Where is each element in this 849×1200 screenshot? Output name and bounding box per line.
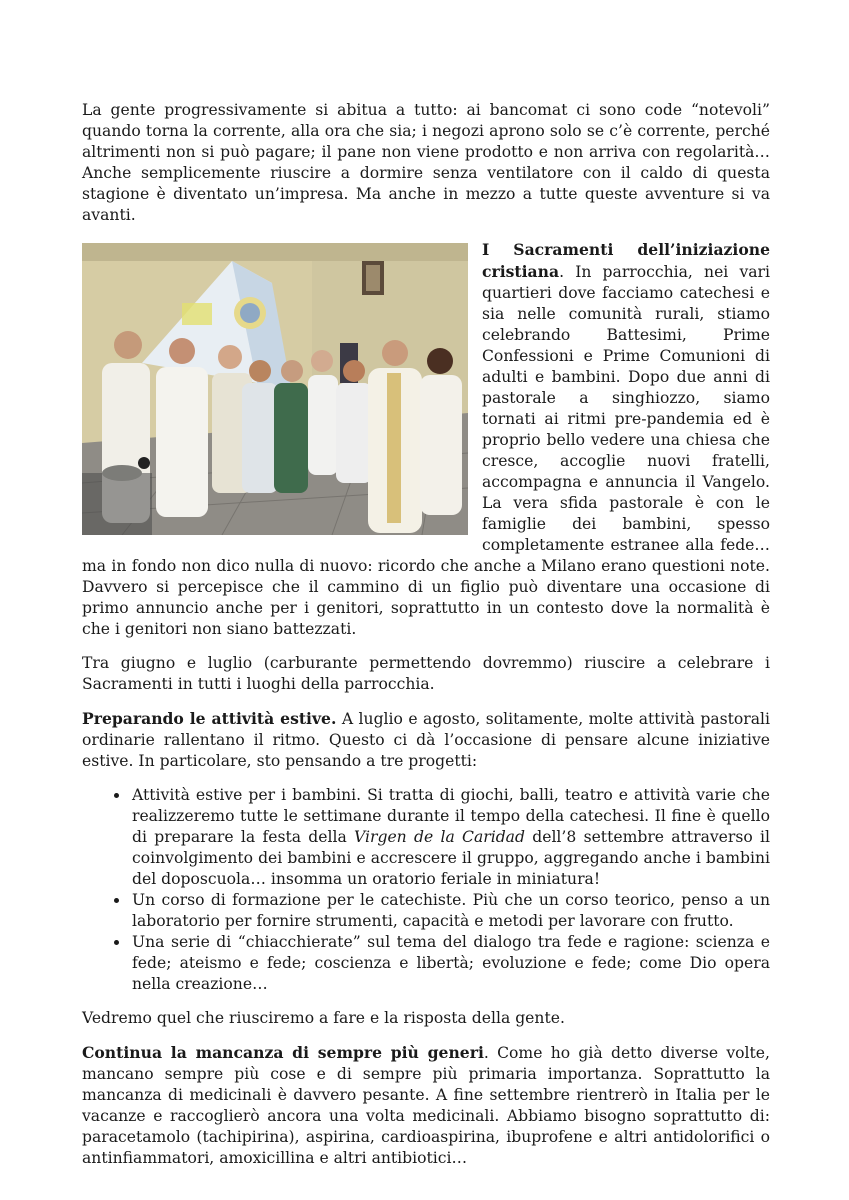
estive-heading: Preparando le attività estive. — [82, 709, 337, 728]
bullet-1-italic: Virgen de la Caridad — [354, 828, 525, 846]
projects-list — [82, 785, 770, 995]
bullet-1-text-end: dell’8 settembre attraverso il coinvolgimento dei bambini e accrescere il gruppo, aggregando anche i bambini del doposcuola… insomma un oratorio feriale in miniatura! — [132, 828, 770, 888]
giugno-paragraph: Tra giugno e luglio (carburante permettendo dovremmo) riuscire a celebrare i Sacramenti in tutti i luoghi della parrocchia. — [82, 654, 770, 693]
mancanza-paragraph — [82, 1042, 770, 1169]
intro-paragraph: La gente progressivamente si abitua a tutto: ai bancomat ci sono code “notevoli” quando torna la corrente, alla ora che sia; i negozi aprono solo se c’è corrente, perché altrimenti non si può pagare; il pane non viene prodotto e non arriva con regolarità… Anche semplicemente riuscire a dormire senza ventilatore con il caldo di questa stagione è diventato un’impresa. Ma anche in mezzo a tutte queste avventure si va avanti. — [82, 101, 770, 224]
vedremo-paragraph: Vedremo quel che riusciremo a fare e la risposta della gente. — [82, 1009, 565, 1027]
mancanza-text: . Come ho già detto diverse volte, mancano sempre più cose e di sempre più primaria importanza. Soprattutto la mancanza di medicinali è davvero pesante. A fine settembre rientrerò in Italia per le vacanze e raccoglierò ancora una volta medicinali. Abbiamo bisogno soprattutto di: paracetamolo (tachipirina), aspirina, cardioaspirina, ibuprofene e altri antidolorifici o antinfiammatori, amoxicillina e altri antibiotici… — [82, 1044, 770, 1167]
sacramenti-heading: I Sacramenti dell’iniziazione cristiana — [482, 240, 770, 281]
sacramenti-text: . In parrocchia, nei vari quartieri dove facciamo catechesi e sia nelle comunità rurali, stiamo celebrando Battesimi, Prime Confessioni e Prime Comunioni di adulti e bambini. Dopo due anni di pastorale a singhiozzo, siamo tornati ai ritmi pre-pandemia ed è proprio bello vedere una chiesa che cresce, accoglie nuovi fratelli, accompagna e annuncia il Vangelo. La vera sfida pastorale è con le famiglie dei bambini, spesso completamente estranee alla fede… ma in fondo non dico nulla di nuovo: ricordo che anche a Milano erano questioni note. Davvero si percepisce che il cammino di un figlio può diventare una occasione di primo annuncio anche per i genitori, soprattutto in un contesto dove la normalità è che i genitori non siano battezzati. — [82, 263, 770, 638]
estive-text: A luglio e agosto, solitamente, molte attività pastorali ordinarie rallentano il ritmo. Questo ci dà l’occasione di pensare alcune iniziative estive. In particolare, sto pensando a tre progetti: — [82, 710, 770, 770]
estive-paragraph — [82, 708, 770, 772]
list-item: • Una serie di “chiacchierate” sul tema del dialogo tra fede e ragione: scienza e fede; ateismo e fede; coscienza e libertà; evoluzione e fede; come Dio opera nella creazione… — [130, 932, 770, 995]
mancanza-heading: Continua la mancanza di sempre più generi — [82, 1043, 484, 1062]
list-item: • Un corso di formazione per le catechiste. Più che un corso teorico, penso a un laboratorio per fornire strumenti, capacità e metodi per lavorare con frutto. — [130, 890, 770, 932]
group-photo — [82, 243, 468, 535]
document-page — [82, 100, 770, 1182]
group-photo-drawing — [82, 243, 468, 535]
bullet-1-text: Attività estive per i bambini. Si tratta di giochi, balli, teatro e attività varie che realizzeremo tutte le settimane durante il tempo della catechesi. Il fine è quello di preparare la festa della — [132, 786, 770, 846]
list-item — [130, 785, 770, 890]
